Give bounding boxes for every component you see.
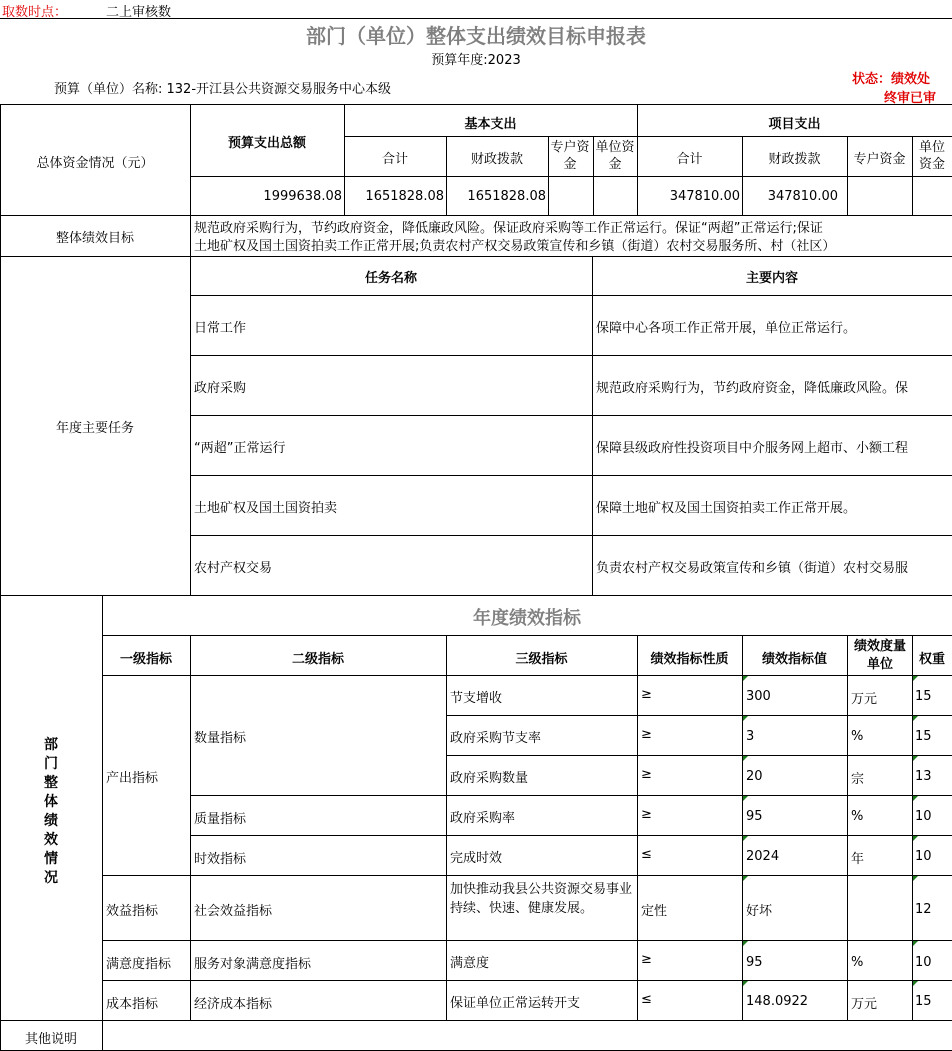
header-nature: 绩效指标性质	[650, 652, 729, 667]
level3-cell: 节支增收	[450, 691, 503, 706]
time-label: 取数时点：	[2, 5, 68, 20]
header-level2: 二级指标	[291, 652, 344, 667]
level2-service-satisfaction: 服务对象满意度指标	[194, 957, 312, 972]
goal-line-2: 土地矿权及国土国资拍卖工作正常开展;负责农村产权交易政策宣传和乡镇（街道）农村交易服务所、村（社区）	[194, 239, 836, 254]
task-name: “两超”正常运行	[194, 441, 286, 456]
basic-col-total: 合计	[381, 152, 408, 167]
basic-col-special: 专户资金	[550, 140, 590, 172]
level2-quality: 质量指标	[194, 812, 247, 827]
level1-output: 产出指标	[106, 771, 159, 786]
unit-cell: 万元	[851, 692, 878, 707]
unit-cell: %	[851, 729, 864, 744]
task-name: 政府采购	[194, 381, 247, 396]
value-cell: 148.0922	[746, 994, 809, 1009]
weight-cell: 12	[915, 902, 932, 917]
level2-economic-cost: 经济成本指标	[194, 997, 273, 1012]
basic-col-fiscal: 财政拨款	[470, 152, 523, 167]
weight-cell: 10	[915, 955, 932, 970]
level2-social-benefit: 社会效益指标	[194, 904, 273, 919]
weight-cell: 10	[915, 809, 932, 824]
weight-cell: 15	[915, 994, 932, 1009]
budget-year: 预算年度:2023	[431, 53, 521, 68]
unit-cell: 万元	[851, 997, 878, 1012]
level3-cell: 政府采购节支率	[450, 731, 542, 746]
nature-cell: ≤	[641, 847, 652, 862]
unit-cell: %	[851, 809, 864, 824]
project-col-fiscal: 财政拨款	[768, 152, 821, 167]
tasks-label: 年度主要任务	[55, 421, 134, 436]
nature-cell: 定性	[641, 904, 668, 919]
nature-cell: ≥	[641, 952, 652, 967]
level1-satisfaction: 满意度指标	[106, 957, 172, 972]
goal-line-1: 规范政府采购行为，节约政府资金，降低廉政风险。保证政府采购等工作正常运行。保证“两超”正常运行;保证	[194, 221, 823, 236]
task-name: 土地矿权及国土国资拍卖	[194, 501, 338, 516]
level3-cell: 政府采购数量	[450, 771, 529, 786]
header-unit: 绩效度量单位	[853, 639, 906, 672]
unit-cell: 宗	[851, 772, 865, 787]
status-line-2: 终审已审	[884, 91, 937, 106]
level1-benefit: 效益指标	[106, 904, 159, 919]
task-content: 保障中心各项工作正常开展，单位正常运行。	[596, 321, 857, 336]
other-label: 其他说明	[24, 1032, 77, 1047]
project-fiscal-amount: 347810.00	[767, 189, 838, 204]
level2-quantity: 数量指标	[194, 731, 247, 746]
time-value: 二上审核数	[106, 5, 172, 20]
funds-row-label: 总体资金情况（元）	[36, 156, 154, 171]
weight-cell: 15	[915, 689, 932, 704]
project-header: 项目支出	[768, 117, 821, 132]
nature-cell: ≤	[641, 992, 652, 1007]
weight-cell: 13	[915, 769, 932, 784]
level1-cost: 成本指标	[106, 997, 159, 1012]
perf-side-label: 部门整体绩效情况	[44, 737, 58, 886]
project-total-amount: 347810.00	[669, 189, 740, 204]
weight-cell: 10	[915, 849, 932, 864]
level3-cell: 完成时效	[450, 851, 503, 866]
basic-fiscal-amount: 1651828.08	[467, 189, 546, 204]
value-cell: 好坏	[746, 904, 773, 919]
unit-cell: 年	[851, 852, 865, 867]
level3-cell: 加快推动我县公共资源交易事业持续、快速、健康发展。	[450, 882, 633, 916]
header-weight: 权重	[918, 652, 945, 667]
value-cell: 20	[746, 769, 763, 784]
value-cell: 95	[746, 809, 763, 824]
task-name: 日常工作	[194, 321, 247, 336]
value-cell: 2024	[746, 849, 780, 864]
header-level1: 一级指标	[119, 652, 172, 667]
task-content: 保障县级政府性投资项目中介服务网上超市、小额工程	[596, 441, 909, 456]
perf-title: 年度绩效指标	[473, 608, 581, 629]
basic-total-amount: 1651828.08	[365, 189, 444, 204]
level3-cell: 保证单位正常运转开支	[450, 996, 581, 1011]
level3-cell: 政府采购率	[450, 811, 516, 826]
level2-timeliness: 时效指标	[194, 852, 247, 867]
project-col-special: 专户资金	[853, 152, 906, 167]
task-content: 负责农村产权交易政策宣传和乡镇（街道）农村交易服	[596, 561, 909, 576]
task-content-header: 主要内容	[745, 271, 798, 286]
page-title: 部门（单位）整体支出绩效目标申报表	[306, 24, 646, 48]
unit-cell: %	[851, 955, 864, 970]
nature-cell: ≥	[641, 767, 652, 782]
total-header: 预算支出总额	[227, 136, 306, 151]
task-content: 规范政府采购行为，节约政府资金，降低廉政风险。保	[596, 381, 909, 396]
weight-cell: 15	[915, 729, 932, 744]
task-name: 农村产权交易	[194, 561, 273, 576]
project-col-unit: 单位资金	[918, 140, 945, 172]
status-line-1: 状态：绩效处	[852, 72, 931, 87]
header-value: 绩效指标值	[761, 652, 827, 667]
nature-cell: ≥	[641, 727, 652, 742]
task-content: 保障土地矿权及国土国资拍卖工作正常开展。	[596, 501, 857, 516]
unit-name: 预算（单位）名称: 132-开江县公共资源交易服务中心本级	[54, 82, 392, 97]
nature-cell: ≥	[641, 807, 652, 822]
value-cell: 3	[746, 729, 755, 744]
value-cell: 300	[746, 689, 771, 704]
project-col-total: 合计	[676, 152, 703, 167]
total-amount: 1999638.08	[263, 189, 342, 204]
level3-cell: 满意度	[450, 956, 490, 971]
nature-cell: ≥	[641, 687, 652, 702]
goal-label: 整体绩效目标	[55, 231, 134, 246]
task-name-header: 任务名称	[364, 271, 417, 286]
value-cell: 95	[746, 955, 763, 970]
header-level3: 三级指标	[515, 652, 568, 667]
basic-col-unit: 单位资金	[595, 140, 635, 172]
basic-header: 基本支出	[464, 117, 517, 132]
